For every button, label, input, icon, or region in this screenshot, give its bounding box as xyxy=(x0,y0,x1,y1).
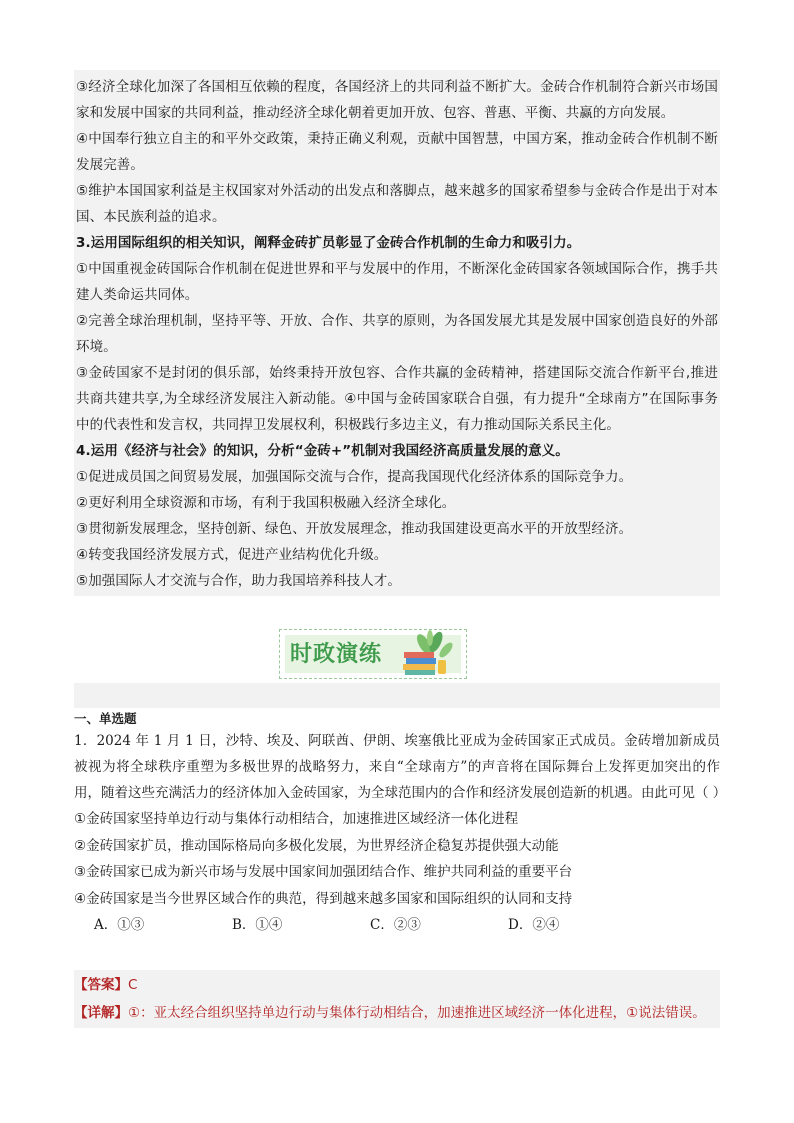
paragraph: ③经济全球化加深了各国相互依赖的程度，各国经济上的共同利益不断扩大。金砖合作机制符合新兴市场国家和发展中国家的共同利益，推动经济全球化朝着更加开放、包容、普惠、平衡、共赢的方向发展。 xyxy=(76,79,718,121)
paragraph: ④转变我国经济发展方式，促进产业结构优化升级。 xyxy=(76,547,388,563)
choice-a[interactable]: A．①③ xyxy=(94,917,145,933)
paragraph: ③金砖国家不是封闭的俱乐部，始终秉持开放包容、合作共赢的金砖精神，搭建国际交流合作新平台,推进共商共建共享,为全球经济发展注入新动能。④中国与金砖国家联合自强，有力提升“全球南方”在国际事务中的代表性和发言权，共同捍卫发展权利，积极践行多边主义，有力推动国际关系民主化。 xyxy=(76,365,718,433)
answer-block xyxy=(74,970,720,1028)
books-plant-icon xyxy=(396,630,460,678)
paragraph: ①中国重视金砖国际合作机制在促进世界和平与发展中的作用，不断深化金砖国家各领域国际合作，携手共建人类命运共同体。 xyxy=(76,261,718,303)
detail-label: 【详解】 xyxy=(74,1005,128,1021)
divider-strip xyxy=(74,683,720,708)
detail-text: ①：亚太经合组织坚持单边行动与集体行动相结合，加速推进区域经济一体化进程，①说法错误。 xyxy=(128,1005,706,1021)
heading-4: 4.运用《经济与社会》的知识，分析“金砖+”机制对我国经济高质量发展的意义。 xyxy=(76,443,569,459)
section-banner xyxy=(279,629,467,679)
choice-c[interactable]: C．②③ xyxy=(370,917,421,933)
detail-line xyxy=(74,999,720,1027)
paragraph: ①促进成员国之间贸易发展，加强国际交流与合作，提高我国现代化经济体系的国际竞争力。 xyxy=(76,469,633,485)
option-item: ④金砖国家是当今世界区域合作的典范，得到越来越多国家和国际组织的认同和支持 xyxy=(74,890,573,907)
section-title: 一、单选题 xyxy=(74,711,137,726)
analysis-block xyxy=(74,70,720,596)
paragraph: ③贯彻新发展理念，坚持创新、绿色、开放发展理念，推动我国建设更高水平的开放型经济。 xyxy=(76,521,633,537)
answer-value: C xyxy=(128,977,138,993)
paragraph: ⑤维护本国国家利益是主权国家对外活动的出发点和落脚点，越来越多的国家希望参与金砖合作是出于对本国、本民族利益的追求。 xyxy=(76,183,718,225)
choice-b[interactable]: B．①④ xyxy=(232,917,283,933)
choice-d[interactable]: D．②④ xyxy=(508,917,560,933)
option-item: ①金砖国家坚持单边行动与集体行动相结合，加速推进区域经济一体化进程 xyxy=(74,811,519,827)
exercise-section xyxy=(74,710,727,938)
answer-label: 【答案】 xyxy=(74,977,128,993)
heading-3: 3.运用国际组织的相关知识，阐释金砖扩员彰显了金砖合作机制的生命力和吸引力。 xyxy=(76,235,581,251)
paragraph: ②更好利用全球资源和市场，有利于我国积极融入经济全球化。 xyxy=(76,495,456,511)
paragraph: ⑤加强国际人才交流与合作，助力我国培养科技人才。 xyxy=(76,573,402,589)
option-item: ②金砖国家扩员，推动国际格局向多极化发展，为世界经济企稳复苏提供强大动能 xyxy=(74,837,559,854)
paragraph: ②完善全球治理机制，坚持平等、开放、合作、共享的原则，为各国发展尤其是发展中国家创造良好的外部环境。 xyxy=(76,313,718,355)
answer-choices xyxy=(94,912,720,938)
answer-line xyxy=(74,971,720,999)
paragraph: ④中国奉行独立自主的和平外交政策，秉持正确义利观，贡献中国智慧，中国方案，推动金砖合作机制不断发展完善。 xyxy=(76,131,718,173)
banner-title: 时政演练 xyxy=(290,642,383,667)
question-text: 1．2024 年 1 月 1 日，沙特、埃及、阿联酋、伊朗、埃塞俄比亚成为金砖国家正式成员。金砖增加新成员被视为将全球秩序重塑为多极世界的战略努力，来自“全球南方”的声音将在国际舞台上发挥更加突出的作用，随着这些充满活力的经济体加入金砖国家，为全球范围内的合作和经济发展创造新的机遇。由此可见（ ） xyxy=(74,733,727,801)
option-item: ③金砖国家已成为新兴市场与发展中国家间加强团结合作、维护共同利益的重要平台 xyxy=(74,864,573,880)
